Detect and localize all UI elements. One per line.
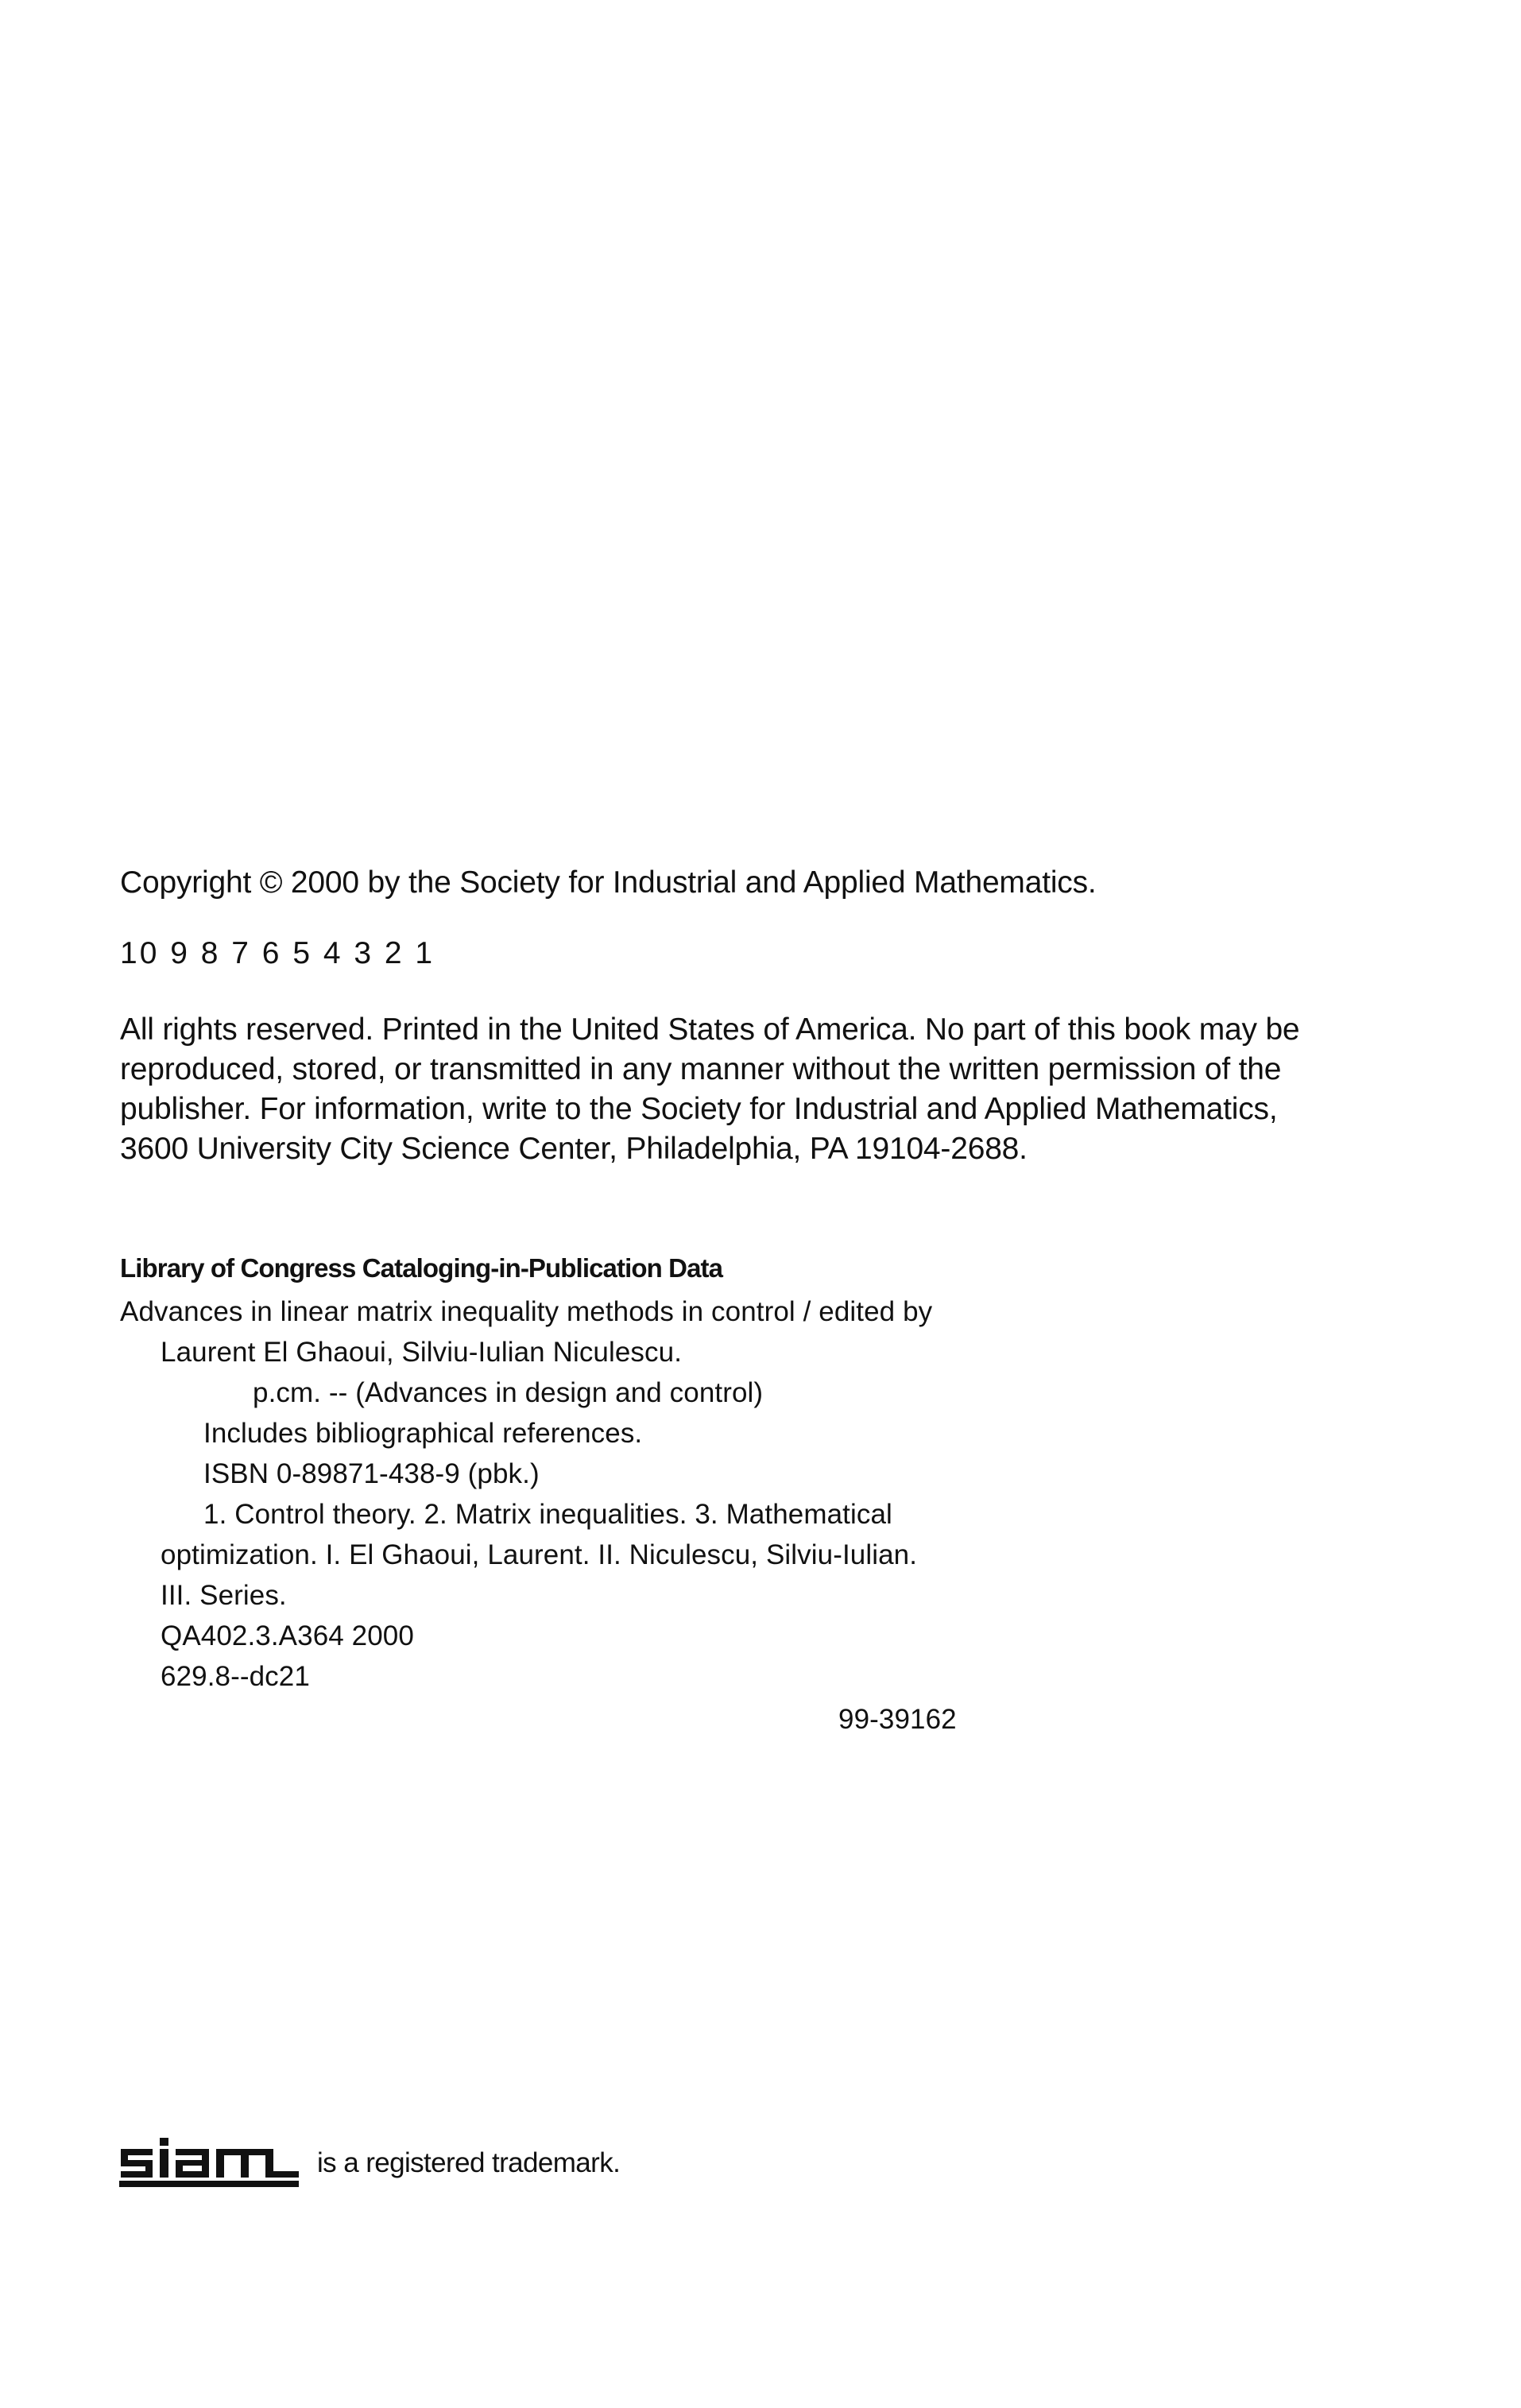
cip-line: p.cm. -- (Advances in design and control): [253, 1377, 764, 1408]
cip-heading: Library of Congress Cataloging-in-Publication Data: [120, 1253, 723, 1283]
cip-record-number: 99-39162: [838, 1704, 957, 1735]
cip-line: QA402.3.A364 2000: [161, 1620, 414, 1651]
siam-logo: [118, 2133, 300, 2189]
cip-line: III. Series.: [161, 1580, 287, 1611]
trademark-notice: is a registered trademark.: [317, 2147, 621, 2178]
rights-line: All rights reserved. Printed in the United States of America. No part of this book may be: [120, 1012, 1300, 1047]
cip-line: ISBN 0-89871-438-9 (pbk.): [203, 1458, 540, 1489]
rights-line: reproduced, stored, or transmitted in any manner without the written permission of the: [120, 1052, 1282, 1086]
cip-line: Laurent El Ghaoui, Silviu-Iulian Niculescu.: [161, 1337, 683, 1368]
cip-line: Includes bibliographical references.: [203, 1418, 643, 1449]
cip-line: Advances in linear matrix inequality methods in control / edited by: [120, 1296, 933, 1327]
rights-line: publisher. For information, write to the Society for Industrial and Applied Mathematics,: [120, 1092, 1278, 1126]
cip-line: 629.8--dc21: [161, 1661, 310, 1692]
cip-line: optimization. I. El Ghaoui, Laurent. II. Niculescu, Silviu-Iulian.: [161, 1539, 918, 1570]
printing-sequence: 10 9 8 7 6 5 4 3 2 1: [120, 936, 435, 970]
copyright-notice: Copyright © 2000 by the Society for Industrial and Applied Mathematics.: [120, 865, 1097, 900]
rights-line: 3600 University City Science Center, Philadelphia, PA 19104-2688.: [120, 1132, 1028, 1166]
cip-line: 1. Control theory. 2. Matrix inequalities. 3. Mathematical: [203, 1499, 892, 1530]
